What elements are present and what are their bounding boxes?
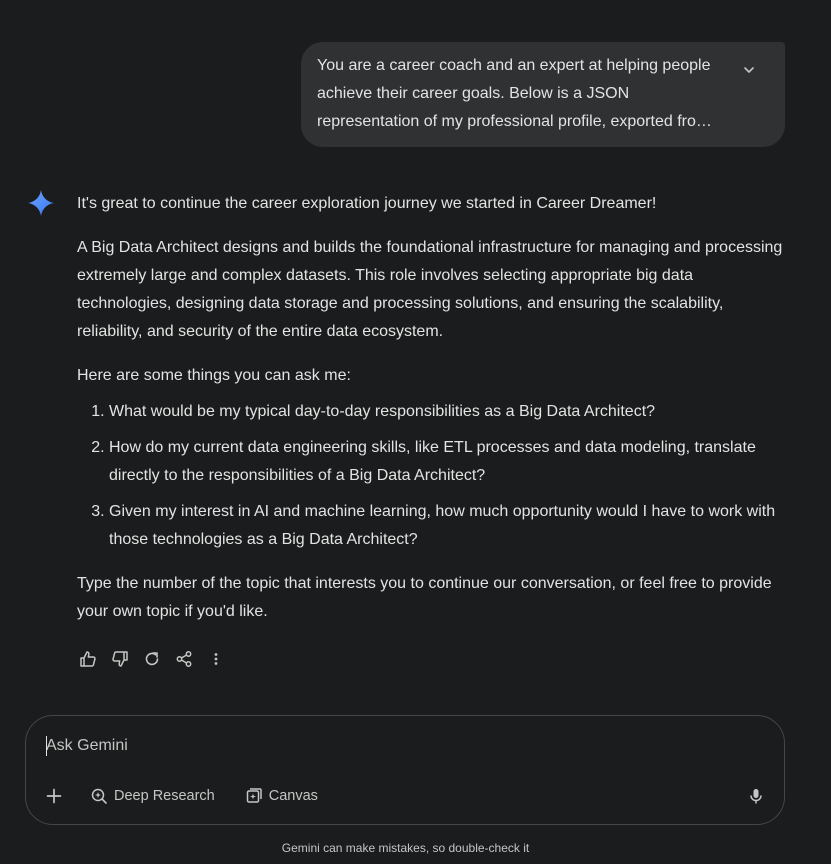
response-list-intro: Here are some things you can ask me: xyxy=(77,367,351,384)
chevron-down-icon xyxy=(742,63,756,77)
thumbs-up-icon xyxy=(79,650,97,668)
expand-message-button[interactable] xyxy=(735,56,763,84)
prompt-toolbar xyxy=(40,782,770,810)
share-button[interactable] xyxy=(168,645,200,673)
canvas-button[interactable] xyxy=(245,782,318,810)
response-description: A Big Data Architect designs and builds the foundational infrastructure for managing and processing extremely large and complex datasets. This role involves selecting appropriate big data technologies, designing data storage and processing solutions, and ensuring the scalability, reliability, and security of the entire data ecosystem. xyxy=(77,239,783,340)
deep-research-button[interactable] xyxy=(90,782,215,810)
regenerate-icon xyxy=(143,650,161,668)
list-item: 3. Given my interest in AI and machine learning, how much opportunity would I have to work with those technologies as a Big Data Architect? xyxy=(109,498,787,554)
microphone-icon xyxy=(747,787,765,805)
more-options-icon xyxy=(207,650,225,668)
user-message-text: You are a career coach and an expert at helping people achieve their career goals. Below is a JSON representation of my professional profile, exported fro… xyxy=(317,57,712,130)
canvas-label: Canvas xyxy=(268,788,318,804)
model-response xyxy=(77,190,787,642)
response-intro: It's great to continue the career exploration journey we started in Career Dreamer! xyxy=(77,195,657,212)
regenerate-button[interactable] xyxy=(136,645,168,673)
suggestion-list xyxy=(77,398,787,554)
thumbs-down-icon xyxy=(111,650,129,668)
canvas-icon xyxy=(245,787,263,805)
deep-research-icon xyxy=(90,787,108,805)
disclaimer-text: Gemini can make mistakes, so double-check it xyxy=(281,841,530,855)
thumbs-down-button[interactable] xyxy=(104,645,136,673)
list-item: 1. What would be my typical day-to-day responsibilities as a Big Data Architect? xyxy=(109,398,787,426)
prompt-input[interactable] xyxy=(46,734,726,758)
list-item: 2. How do my current data engineering skills, like ETL processes and data modeling, translate directly to the responsibilities of a Big Data Architect? xyxy=(109,434,787,490)
plus-icon xyxy=(45,787,63,805)
share-icon xyxy=(175,650,193,668)
gemini-spark-icon xyxy=(27,189,55,217)
thumbs-up-button[interactable] xyxy=(72,645,104,673)
microphone-button[interactable] xyxy=(742,782,770,810)
text-caret xyxy=(46,736,47,756)
add-button[interactable] xyxy=(40,782,68,810)
user-message-bubble xyxy=(301,42,785,147)
more-options-button[interactable] xyxy=(200,645,232,673)
prompt-box xyxy=(25,715,785,825)
response-actions xyxy=(72,645,232,673)
response-closing: Type the number of the topic that interests you to continue our conversation, or feel free to provide your own topic if you'd like. xyxy=(77,575,772,620)
deep-research-label: Deep Research xyxy=(114,788,215,804)
